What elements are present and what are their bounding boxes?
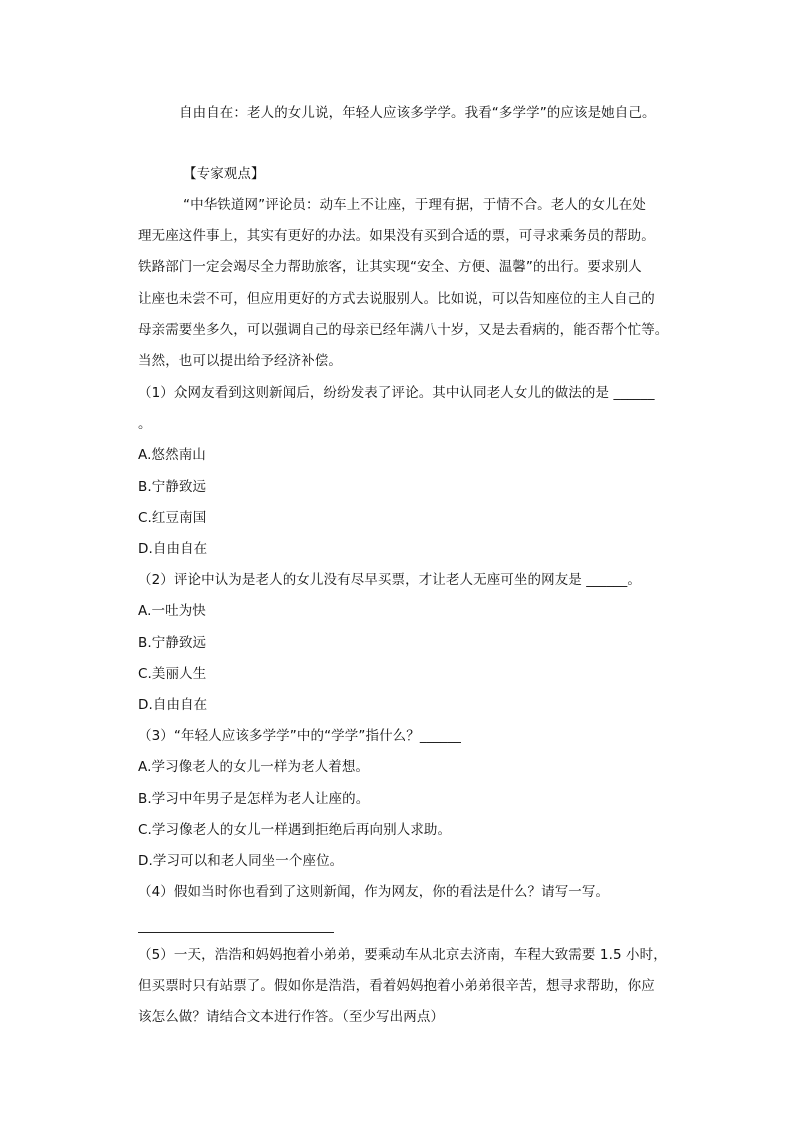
q3-option-a: A.学习像老人的女儿一样为老人着想。 xyxy=(138,759,370,775)
question-2: （2）评论中认为是老人的女儿没有尽早买票，才让老人无座可坐的网友是 ______。 xyxy=(138,572,641,588)
q2-option-b: B.宁静致远 xyxy=(138,635,207,651)
question-5: （5）一天，浩浩和妈妈抱着小弟弟，要乘动车从北京去济南，车程大致需要 1.5 小时， xyxy=(138,947,667,963)
expert-line: 当然，也可以提出给予经济补偿。 xyxy=(138,353,342,369)
question-5-cont: 但买票时只有站票了。假如你是浩浩，看着妈妈抱着小弟弟很辛苦，想寻求帮助，你应 xyxy=(138,978,655,994)
q2-option-a: A.一吐为快 xyxy=(138,603,206,619)
question-3: （3）“年轻人应该多学学”中的“学学”指什么？______ xyxy=(138,728,461,744)
expert-line: 母亲需要坐多久，可以强调自己的母亲已经年满八十岁，又是去看病的，能否帮个忙等。 xyxy=(138,322,669,338)
expert-line: “中华铁道网”评论员：动车上不让座，于理有据，于情不合。老人的女儿在处 xyxy=(183,197,646,213)
expert-line: 理无座这件事上，其实有更好的办法。如果没有买到合适的票，可寻求乘务员的帮助。 xyxy=(138,228,655,244)
expert-line: 让座也未尝不可，但应用更好的方式去说服别人。比如说，可以告知座位的主人自己的 xyxy=(138,291,655,307)
question-5-cont: 该怎么做？请结合文本进行作答。（至少写出两点） xyxy=(138,1009,445,1025)
question-1: （1）众网友看到这则新闻后，纷纷发表了评论。其中认同老人女儿的做法的是 ______ xyxy=(138,385,655,401)
intro-comment: 自由自在：老人的女儿说，年轻人应该多学学。我看“多学学”的应该是她自己。 xyxy=(179,105,656,121)
expert-heading: 【专家观点】 xyxy=(183,166,265,182)
q3-option-d: D.学习可以和老人同坐一个座位。 xyxy=(138,853,344,869)
q1-option-b: B.宁静致远 xyxy=(138,479,207,495)
q2-option-c: C.美丽人生 xyxy=(138,666,207,682)
q2-option-d: D.自由自在 xyxy=(138,697,208,713)
q1-option-c: C.红豆南国 xyxy=(138,510,207,526)
question-4: （4）假如当时你也看到了这则新闻，作为网友，你的看法是什么？请写一写。 xyxy=(138,884,610,900)
q1-option-a: A.悠然南山 xyxy=(138,447,206,463)
q1-option-d: D.自由自在 xyxy=(138,541,208,557)
q3-option-b: B.学习中年男子是怎样为老人让座的。 xyxy=(138,791,370,807)
q3-option-c: C.学习像老人的女儿一样遇到拒绝后再向别人求助。 xyxy=(138,822,452,838)
expert-line: 铁路部门一定会竭尽全力帮助旅客，让其实现“安全、方便、温馨”的出行。要求别人 xyxy=(138,259,642,275)
answer-line xyxy=(138,932,334,933)
question-1-cont: 。 xyxy=(138,416,152,432)
